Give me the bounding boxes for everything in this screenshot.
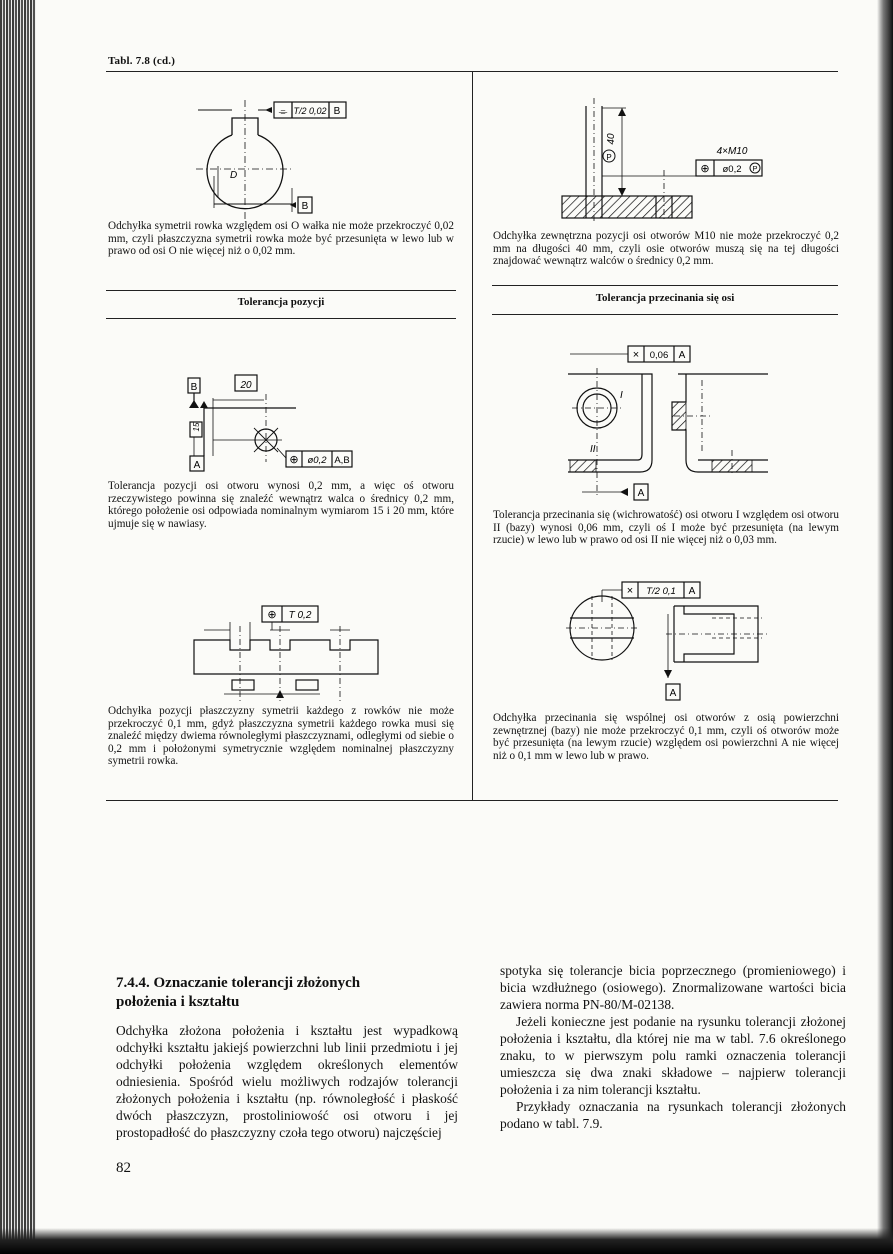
right-paragraph-2: Jeżeli konieczne jest podanie na rysunku tolerancji złożonej położenia i kształtu, dla której nie ma w tabl. 7.6 określonego znaku, to w pierwszym polu ramki oznaczenia tolerancji umieszcza się dwa znaki składowe – najpierw tolerancji położenia i za nim tolerancji kształtu.: [500, 1014, 846, 1097]
datum-b-label: B: [301, 201, 309, 212]
projected-tolerance-drawing: [560, 96, 780, 224]
section-heading: [116, 974, 456, 1012]
position-dim-20: 20: [240, 380, 252, 391]
slots-symbol: ⊕: [267, 609, 277, 621]
symmetry-drawing: [176, 96, 356, 224]
right-paragraph-block: [500, 962, 846, 1132]
section-heading-line1: 7.4.4. Oznaczanie tolerancji złożonych: [116, 975, 361, 991]
svg-text:P: P: [606, 153, 612, 162]
table-column-divider: [472, 71, 473, 800]
caption-symmetry: Odchyłka symetrii rowka względem osi O wałka nie może przekroczyć 0,02 mm, czyli płaszczyzna symetrii rowka może być przesunięta w lewo lub w prawo od osi O nie więcej niż o 0,02 mm.: [108, 220, 454, 258]
projected-symbol: ⊕: [700, 163, 710, 175]
rule-below-intersection: [492, 314, 838, 315]
caption-position: Tolerancja pozycji osi otworu wynosi 0,2 mm, a więc oś otworu rzeczywistego powinna się znaleźć wewnątrz walca o średnicy 0,2 mm, którego położenie osi odpowiada nominalnym wymiarom 15 i 20 mm, które ujmuje się w nawiasy.: [108, 480, 454, 530]
page-number: 82: [116, 1160, 131, 1176]
projected-thread: 4×M10: [716, 146, 748, 157]
position-tolerance: ø0,2: [307, 455, 327, 466]
projected-dim-40: 40: [606, 133, 617, 145]
label-d: D: [230, 170, 238, 181]
right-paragraph-3: Przykłady oznaczania na rysunkach tolerancji złożonych podano w tabl. 7.9.: [500, 1099, 846, 1131]
intersection-datum-a: A: [637, 488, 645, 499]
section-title-intersection: Tolerancja przecinania się osi: [595, 292, 735, 304]
rule-above-intersection: [492, 285, 838, 286]
bottom-edge-shadow: [0, 1228, 893, 1254]
table-bottom-rule: [106, 800, 838, 801]
symmetry-datum: B: [333, 106, 341, 117]
section-title-position: Tolerancja pozycji: [237, 296, 325, 308]
common-axis-datum: A: [688, 586, 696, 597]
table-label: Tabl. 7.8 (cd.): [108, 55, 176, 67]
projected-tolerance: ø0,2: [722, 164, 742, 175]
caption-intersection: Tolerancja przecinania się (wichrowatość) osi otworu I względem osi otworu II (bazy) wynosi 0,06 mm, czyli oś I może być przesunięta (na lewym rzucie) w lewo lub w prawo od osi II nie więcej niż o 0,03 mm.: [493, 509, 839, 547]
projected-modifier: P: [752, 164, 758, 173]
caption-common-axis: Odchyłka przecinania się wspólnej osi otworów z osią powierzchni zewnętrznej (bazy) nie może przekroczyć 0,1 mm, czyli oś otworów może być przesunięta (na lewym rzucie) względem osi powierzchni A nie więcej niż o 0,1 mm w lewo lub w prawo.: [493, 712, 839, 762]
left-paragraph: Odchyłka złożona położenia i kształtu jest wypadkową odchyłki kształtu jakiejś powierzchni lub linii przedmiotu i jej odchyłki położenia względem określonych elementów odniesienia. Spośród wielu możliwych rodzajów tolerancji złożonych położenia i kształtu (np. równoległość i płaskość dwóch płaszczyzn, prostoliniowość osi otworu i jej prostopadłość do płaszczyzny czoła tego otworu) najczęściej: [116, 1023, 458, 1140]
common-axis-tolerance: T/2 0,1: [646, 586, 676, 597]
symmetry-symbol: ⌯: [278, 106, 288, 118]
left-paragraph-block: [116, 1022, 458, 1141]
intersection-datum: A: [678, 350, 686, 361]
intersection-label-ii: II: [590, 444, 596, 455]
intersection-label-i: I: [620, 390, 623, 401]
position-symbol: ⊕: [289, 454, 299, 466]
position-datum-b: B: [190, 382, 198, 393]
common-axis-drawing: [562, 578, 774, 706]
page-edge-shadow: [877, 0, 893, 1254]
position-datum-a: A: [193, 460, 201, 471]
section-heading-line2: położenia i kształtu: [116, 994, 240, 1010]
book-binding-shadow: [0, 0, 36, 1254]
rule-below-position: [106, 318, 456, 319]
common-axis-datum-a: A: [669, 688, 677, 699]
right-paragraph-1: spotyka się tolerancje bicia poprzecznego (promieniowego) i bicia wzdłużnego (osiowego). Znormalizowane wartości bicia zawiera norma PN-80/M-02138.: [500, 963, 846, 1012]
caption-projected: Odchyłka zewnętrzna pozycji osi otworów M10 nie może przekroczyć 0,2 mm na długości 40 mm, czyli osie otworów muszą się na tej długości znajdować wewnątrz walców o średnicy 0,2 mm.: [493, 230, 839, 268]
position-drawing: [186, 370, 356, 478]
symmetry-tolerance: T/2 0,02: [293, 106, 327, 116]
common-axis-symbol: ×: [626, 585, 634, 597]
intersection-symbol: ×: [632, 349, 640, 361]
intersection-tolerance: 0,06: [649, 350, 669, 361]
intersection-drawing: [562, 340, 774, 505]
slots-drawing: [190, 600, 390, 704]
rule-above-position: [106, 290, 456, 291]
slots-tolerance: T 0,2: [288, 610, 312, 621]
position-dim-15: 15: [192, 422, 201, 432]
caption-slots: Odchyłka pozycji płaszczyzny symetrii każdego z rowków nie może przekroczyć 0,1 mm, gdyż płaszczyzna symetrii każdego rowka musi się znaleźć między dwiema równoległymi płaszczyznami, odległymi od siebie o 0,2 mm i położonymi symetrycznie względem nominalnej płaszczyzny symetrii rowka.: [108, 705, 454, 768]
position-datums: A,B: [334, 455, 350, 466]
